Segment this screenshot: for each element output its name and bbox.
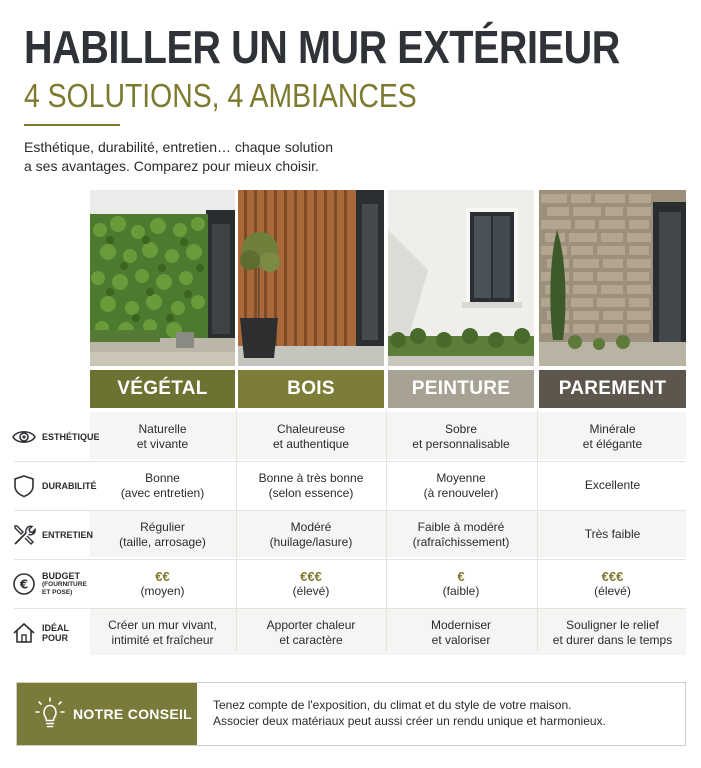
row-label-sub-2: ET POSE) <box>42 588 73 596</box>
cell-line: intimité et fraîcheur <box>111 632 214 647</box>
advice-header <box>17 683 197 745</box>
column-header-label: VÉGÉTAL <box>117 378 208 399</box>
cell-line: et personnalisable <box>412 436 510 451</box>
cell-shield-parement <box>539 462 686 509</box>
cell-line: Chaleureuse <box>276 421 346 436</box>
photo-parement <box>539 190 686 366</box>
column-divider <box>236 410 237 652</box>
photo-bois <box>238 190 384 366</box>
cell-eye-bois <box>238 413 384 460</box>
price-level: €€ <box>155 568 170 584</box>
cell-house-bois <box>238 609 384 656</box>
column-header-peinture <box>388 370 534 408</box>
cell-line: (selon essence) <box>268 485 354 500</box>
row-label-text: IDÉAL POUR <box>42 622 69 643</box>
price-level: €€€ <box>601 568 624 584</box>
cell-line: Naturelle <box>138 421 187 436</box>
cell-euro-peinture <box>388 560 534 607</box>
cell-line: (taille, arrosage) <box>119 534 206 549</box>
cell-house-vegetal <box>90 609 235 656</box>
cell-line: Moderniser <box>430 617 492 632</box>
column-header-label: PAREMENT <box>558 378 667 399</box>
cell-line: et vivante <box>136 436 189 451</box>
cell-line: et valoriser <box>431 632 491 647</box>
svg-text:€: € <box>19 577 29 591</box>
advice-box <box>16 682 686 746</box>
row-label-text: ESTHÉTIQUE <box>42 431 100 442</box>
cell-tools-vegetal <box>90 511 235 558</box>
cell-line: Très faible <box>584 527 641 541</box>
column-header-vegetal <box>90 370 235 408</box>
cell-house-parement <box>539 609 686 656</box>
eye-icon <box>12 425 36 449</box>
tools-icon <box>12 523 36 547</box>
column-divider <box>386 410 387 652</box>
page-subtitle: 4 SOLUTIONS, 4 AMBIANCES <box>24 77 417 114</box>
cell-shield-bois <box>238 462 384 509</box>
cell-line: Minérale <box>589 421 636 436</box>
photo-peinture <box>388 190 534 366</box>
row-label-main: BUDGET <box>42 570 80 581</box>
row-label-esthetique <box>12 413 100 460</box>
cell-tools-peinture <box>388 511 534 558</box>
row-label-text: DURABILITÉ <box>42 480 97 491</box>
cell-line: Apporter chaleur <box>266 617 356 632</box>
column-header-label: PEINTURE <box>411 378 511 399</box>
cell-line: (rafraîchissement) <box>412 534 510 549</box>
cell-euro-vegetal <box>90 560 235 607</box>
cell-line: et durer dans le temps <box>552 632 673 647</box>
column-header-parement <box>539 370 686 408</box>
title-divider <box>24 124 120 126</box>
cell-line: (avec entretien) <box>120 485 205 500</box>
price-level: €€€ <box>300 568 322 584</box>
cell-line: et authentique <box>272 436 350 451</box>
cell-house-peinture <box>388 609 534 656</box>
cell-line: (à renouveler) <box>423 485 499 500</box>
row-label-ideal-pour <box>12 609 92 656</box>
cell-euro-bois <box>238 560 384 607</box>
cell-line: Régulier <box>140 519 185 534</box>
cell-line: (élevé) <box>292 583 330 598</box>
cell-shield-vegetal <box>90 462 235 509</box>
cell-line: Souligner le relief <box>566 617 659 632</box>
column-divider <box>537 410 538 652</box>
cell-line: (faible) <box>442 583 480 598</box>
cell-euro-parement <box>539 560 686 607</box>
cell-tools-bois <box>238 511 384 558</box>
cell-shield-peinture <box>388 462 534 509</box>
advice-line-2: Associer deux matériaux peut aussi créer un rendu unique et harmonieux. <box>213 714 606 728</box>
cell-line: Faible à modéré <box>417 519 505 534</box>
page-title: HABILLER UN MUR EXTÉRIEUR <box>24 21 620 73</box>
column-header-label: BOIS <box>287 378 335 399</box>
row-label-text: ENTRETIEN <box>42 529 94 540</box>
photo-vegetal <box>90 190 235 366</box>
intro-line-2: a ses avantages. Comparez pour mieux choisir. <box>24 158 319 174</box>
cell-tools-parement <box>539 511 686 558</box>
price-level: € <box>457 568 465 584</box>
cell-line: Modéré <box>290 519 332 534</box>
cell-line: Sobre <box>444 421 478 436</box>
cell-line: Moyenne <box>436 470 486 485</box>
cell-line: Excellente <box>584 478 641 492</box>
advice-title: NOTRE CONSEIL <box>73 706 193 722</box>
row-label-budget <box>12 560 92 607</box>
cell-line: (moyen) <box>140 583 185 598</box>
cell-eye-vegetal <box>90 413 235 460</box>
cell-line: (élevé) <box>594 583 631 598</box>
intro-line-1: Esthétique, durabilité, entretien… chaque solution <box>24 139 333 155</box>
row-label-sub-1: (FOURNITURE <box>42 580 87 588</box>
cell-line: Bonne à très bonne <box>258 470 364 485</box>
lightbulb-icon <box>35 697 65 731</box>
row-label-entretien <box>12 511 92 558</box>
house-icon <box>12 621 36 645</box>
cell-line: (huilage/lasure) <box>269 534 353 549</box>
shield-icon <box>12 474 36 498</box>
cell-eye-parement <box>539 413 686 460</box>
intro-text <box>24 138 384 176</box>
row-label-text <box>42 571 87 597</box>
cell-eye-peinture <box>388 413 534 460</box>
column-header-bois <box>238 370 384 408</box>
advice-text <box>197 683 685 745</box>
row-label-durabilite <box>12 462 97 509</box>
euro-icon <box>12 572 36 596</box>
advice-line-1: Tenez compte de l'exposition, du climat et du style de votre maison. <box>213 698 572 712</box>
cell-line: Créer un mur vivant, <box>108 617 217 632</box>
cell-line: et élégante <box>582 436 643 451</box>
cell-line: et caractère <box>279 632 343 647</box>
cell-line: Bonne <box>145 470 180 485</box>
